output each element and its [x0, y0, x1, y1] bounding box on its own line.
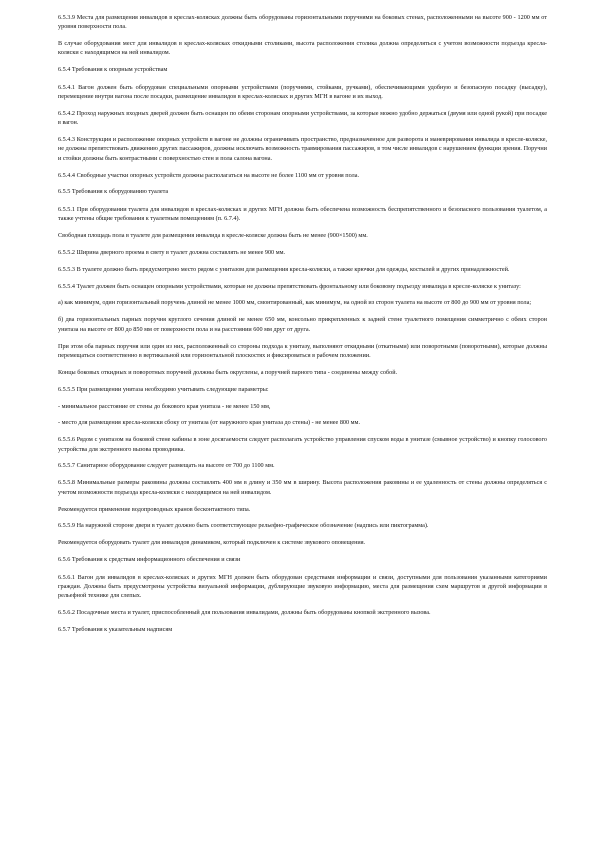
paragraph-free-floor-area: Свободная площадь пола в туалете для размещения инвалида в кресле-коляске должна быть не менее (900×1500) мм.	[58, 231, 368, 239]
paragraph-6-5-3-9: 6.5.3.9 Места для размещения инвалидов в креслах-колясках должны быть оборудованы горизонтальными поручнями на боковых стенах, расположенными на высоте 900 - 1200 мм от уровня поверхности пола.	[58, 14, 547, 31]
paragraph-folding-handrails: При этом оба парных поручня или один из них, расположенный со стороны подхода к унитазу, выполняют откидными (откатными) или поворотными (поворотными), которые должны перемещаться соответственно в вертикальной или горизонтальной плоскостях и фиксироваться в рабочем положении.	[58, 342, 547, 359]
paragraph-6-5-4-2: 6.5.4.2 Проход наружных входных дверей должен быть оснащен по обеим сторонам опорными устройствами, за которые можно удобно держаться (двумя или одной рукой) при посадке в вагон.	[58, 109, 547, 127]
paragraph-6-5-5-9: 6.5.5.9 На наружной стороне двери в туалет должно быть соответствующее рельефно-графическое обозначение (надпись или пиктограмма).	[58, 522, 429, 530]
paragraph-contactless-taps: Рекомендуется применение водопроводных кранов бесконтактного типа.	[58, 505, 251, 513]
paragraph-6-5-5-4: 6.5.5.4 Туалет должен быть оснащен опорными устройствами, которые не должны препятствовать фронтальному или боковому подъезду инвалида в кресле-коляске к унитазу:	[58, 282, 521, 290]
paragraph-6-5-4-3: 6.5.4.3 Конструкция и расположение опорных устройств в вагоне не должны ограничивать пространство, предназначенное для разворота и маневрирования инвалида в кресле-коляске, не должны препятствовать движению других пассажиров, должны исключать возможность травмирования пассажиров, в том числе инвалидов с нарушением функции зрения. Поручни и стойки должны быть контрастными с поверхностью стен и пола салона вагона.	[58, 136, 547, 162]
list-item-wheelchair-space: - место для размещения кресла-коляски сбоку от унитаза (от наружного края унитаза до стены) - не менее 800 мм.	[58, 419, 361, 427]
paragraph-6-5-5-5: 6.5.5.5 При размещении унитаза необходимо учитывать следующие параметры:	[58, 385, 269, 393]
list-item-b: б) два горизонтальных парных поручня круглого сечения длиной не менее 650 мм, консольно прикрепленных к задней стене туалетного помещения симметрично с обеих сторон унитаза на высоте от 800 до 850 мм от поверхности пола и на расстоянии 600 мм друг от друга.	[58, 316, 547, 333]
paragraph-handrail-ends: Концы боковых откидных и поворотных поручней должны быть округлены, а поручней парного типа - соединены между собой.	[58, 368, 398, 376]
paragraph-6-5-5-8: 6.5.5.8 Минимальные размеры раковины должны составлять 400 мм в длину и 350 мм в ширину. Высота расположения раковины и ее удаленность от стены должны определяться с учетом возможности подъезда кресла-коляски с находящимся на ней инвалидом.	[58, 479, 547, 496]
paragraph-6-5-4-4: 6.5.4.4 Свободные участки опорных устройств должны располагаться на высоте не более 1100 мм от уровня пола.	[58, 171, 359, 179]
section-heading-6-5-5: 6.5.5 Требования к оборудованию туалета	[58, 188, 169, 196]
paragraph-6-5-5-2: 6.5.5.2 Ширина дверного проема в свету в туалет должна составлять не менее 900 мм.	[58, 248, 286, 256]
section-heading-6-5-7: 6.5.7 Требования к указательным надписям	[58, 625, 173, 633]
paragraph-6-5-5-6: 6.5.5.6 Рядом с унитазом на боковой стене кабины в зоне досягаемости следует располагать устройство управления спуском воды в унитазе (смывное устройство) и кнопку голосового устройства для экстренного вызова проводника.	[58, 436, 547, 453]
paragraph-6-5-6-2: 6.5.6.2 Посадочные места и туалет, приспособленный для пользования инвалидами, должны быть оборудованы кнопкой экстренного вызова.	[58, 609, 431, 617]
section-heading-6-5-4: 6.5.4 Требования к опорным устройствам	[58, 66, 168, 74]
paragraph-6-5-4-1: 6.5.4.1 Вагон должен быть оборудован специальными опорными устройствами (поручнями, стойками, ручками), обеспечивающими удобную и безопасную посадку (высадку), перемещение внутри вагона после посадки, размещение инвалидов в креслах-колясках и других МГН в вагоне и их выход.	[58, 83, 547, 100]
paragraph-folding-tables: В случае оборудования мест для инвалидов в креслах-колясках откидными столиками, высота расположения столика должна определяться с учетом возможности подъезда кресла-коляски с находящимся на ней инвалидом.	[58, 40, 547, 57]
document-page	[58, 13, 547, 642]
paragraph-6-5-6-1: 6.5.6.1 Вагон для инвалидов в креслах-колясках и других МГН должен быть оборудован средствами информации и связи, доступными для пользования указанными категориями граждан. Должны быть предусмотрены устройства визуальной информации, дублирующие звуковую информацию, места для размещения схем маршрутов и другой информации в рельефной технике для слепых.	[58, 573, 547, 600]
list-item-a: а) как минимум, один горизонтальный поручень длиной не менее 1000 мм, смонтированный, как минимум, на одной из сторон туалета на высоте от 800 до 900 мм от уровня пола;	[58, 299, 532, 307]
paragraph-6-5-5-3: 6.5.5.3 В туалете должно быть предусмотрено место рядом с унитазом для размещения кресла-коляски, а также крючки для одежды, костылей и других принадлежностей.	[58, 265, 510, 273]
paragraph-6-5-5-7: 6.5.5.7 Санитарное оборудование следует размещать на высоте от 700 до 1100 мм.	[58, 462, 275, 470]
paragraph-speaker: Рекомендуется оборудовать туалет для инвалидов динамиком, который подключен к системе звукового оповещения.	[58, 539, 366, 547]
section-heading-6-5-6: 6.5.6 Требования к средствам информационного обеспечения и связи	[58, 556, 241, 564]
list-item-min-distance: - минимальное расстояние от стены до бокового края унитаза - не менее 150 мм,	[58, 402, 271, 410]
paragraph-6-5-5-1: 6.5.5.1 При оборудовании туалета для инвалидов в креслах-колясках и других МГН должна быть обеспечена возможность беспрепятственного и безопасного пользования туалетом, а также учтены общие требования к туалетным помещениям (п. 6.7.4).	[58, 205, 547, 223]
